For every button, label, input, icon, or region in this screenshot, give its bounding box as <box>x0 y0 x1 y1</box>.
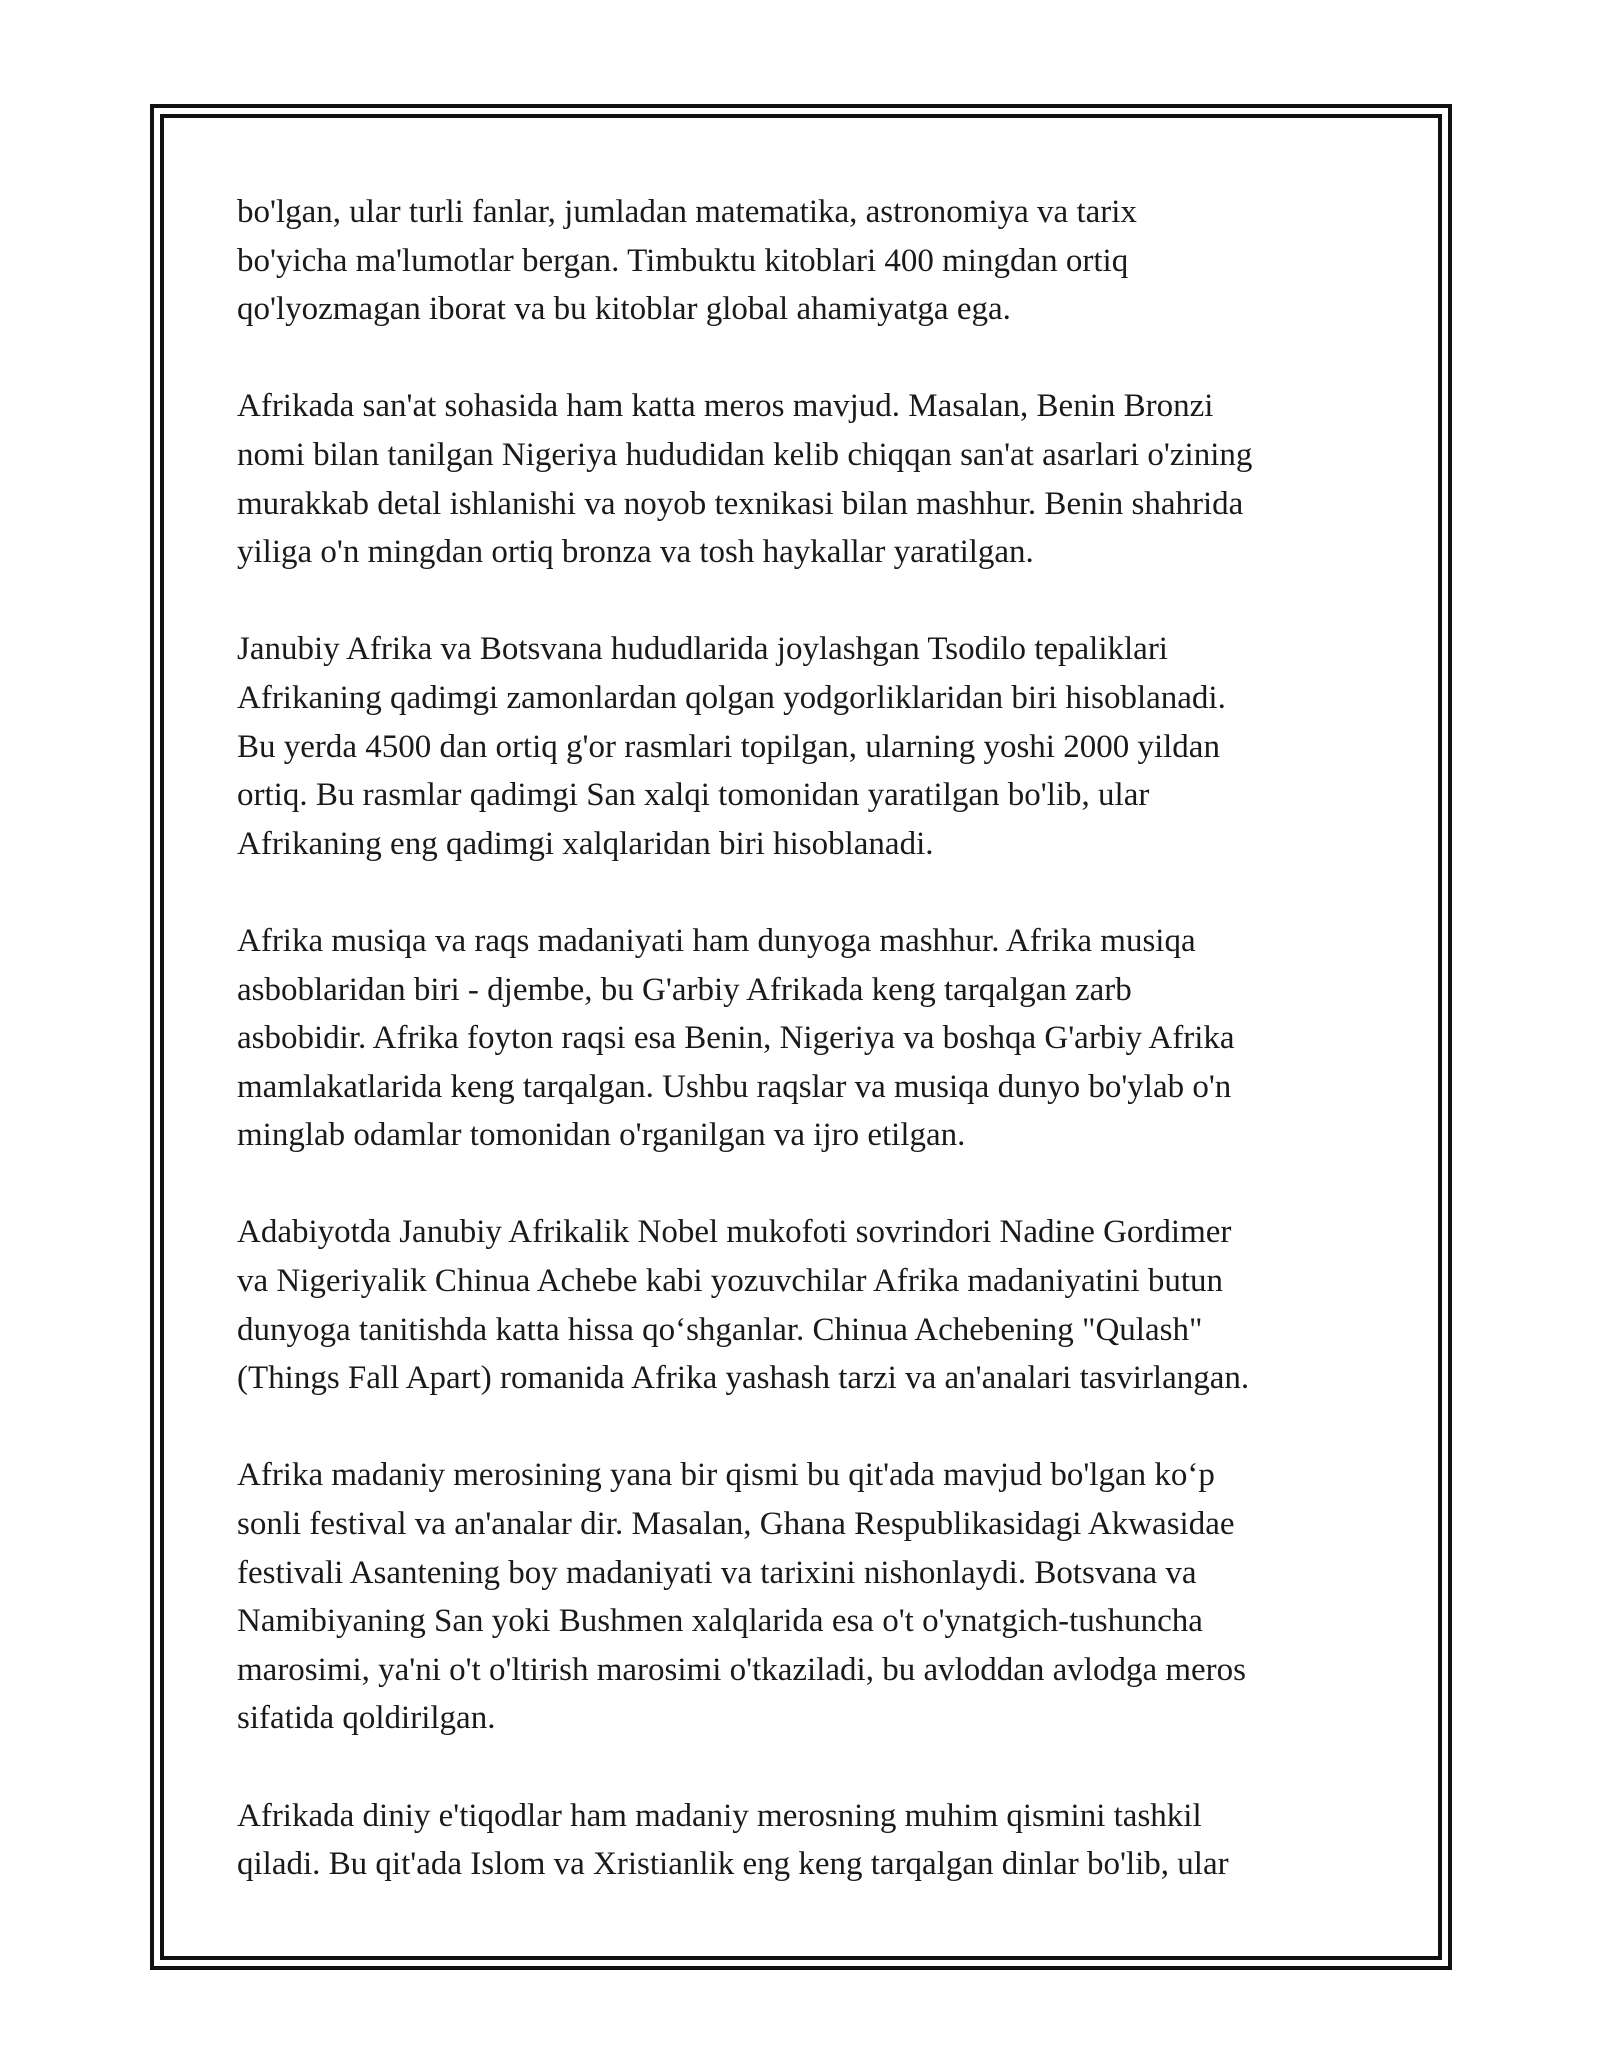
text-line: ortiq. Bu rasmlar qadimgi San xalqi tomonidan yaratilgan bo'lib, ular <box>237 777 1150 814</box>
text-line: Namibiyaning San yoki Bushmen xalqlarida esa o't o'ynatgich-tushuncha <box>237 1603 1203 1640</box>
text-line: sifatida qoldirilgan. <box>237 1700 496 1737</box>
text-line: Janubiy Afrika va Botsvana hududlarida joylashgan Tsodilo tepaliklari <box>237 631 1168 668</box>
text-line: bo'yicha ma'lumotlar bergan. Timbuktu kitoblari 400 mingdan ortiq <box>237 242 1129 279</box>
text-line: asbobidir. Afrika foyton raqsi esa Benin, Nigeriya va boshqa G'arbiy Afrika <box>237 1020 1235 1057</box>
text-line: mamlakatlarida keng tarqalgan. Ushbu raqslar va musiqa dunyo bo'ylab o'n <box>237 1068 1232 1105</box>
paragraph-2 <box>237 382 1387 576</box>
text-line: minglab odamlar tomonidan o'rganilgan va ijro etilgan. <box>237 1117 966 1154</box>
text-line: yiliga o'n mingdan ortiq bronza va tosh haykallar yaratilgan. <box>237 534 1034 571</box>
text-line: Afrikada diniy e'tiqodlar ham madaniy merosning muhim qismini tashkil <box>237 1797 1202 1834</box>
text-line: Adabiyotda Janubiy Afrikalik Nobel mukofoti sovrindori Nadine Gordimer <box>237 1214 1232 1251</box>
text-line: qo'lyozmagan iborat va bu kitoblar global ahamiyatga ega. <box>237 291 1011 328</box>
text-line: qiladi. Bu qit'ada Islom va Xristianlik eng keng tarqalgan dinlar bo'lib, ular <box>237 1846 1229 1883</box>
text-line: bo'lgan, ular turli fanlar, jumladan matematika, astronomiya va tarix <box>237 194 1137 230</box>
text-line: Afrikaning qadimgi zamonlardan qolgan yodgorliklaridan biri hisoblanadi. <box>237 679 1226 716</box>
text-line: Afrika musiqa va raqs madaniyati ham dunyoga mashhur. Afrika musiqa <box>237 922 1196 959</box>
text-line: marosimi, ya'ni o't o'ltirish marosimi o'tkaziladi, bu avloddan avlodga meros <box>237 1651 1247 1688</box>
paragraph-5 <box>237 1208 1387 1402</box>
text-line: nomi bilan tanilgan Nigeriya hududidan kelib chiqqan san'at asarlari o'zining <box>237 436 1253 473</box>
text-line: Afrikaning eng qadimgi xalqlaridan biri hisoblanadi. <box>237 825 934 862</box>
paragraph-3 <box>237 625 1387 868</box>
paragraph-6 <box>237 1451 1387 1743</box>
text-line: dunyoga tanitishda katta hissa qo‘shganlar. Chinua Achebening "Qulash" <box>237 1311 1203 1348</box>
text-line: Afrika madaniy merosining yana bir qismi bu qit'ada mavjud bo'lgan ko‘p <box>237 1457 1215 1494</box>
text-line: sonli festival va an'analar dir. Masalan, Ghana Respublikasidagi Akwasidae <box>237 1506 1235 1543</box>
text-line: murakkab detal ishlanishi va noyob texnikasi bilan mashhur. Benin shahrida <box>237 485 1244 522</box>
paragraph-1 <box>237 188 1387 334</box>
document-body <box>237 188 1387 1889</box>
text-line: asboblaridan biri - djembe, bu G'arbiy Afrikada keng tarqalgan zarb <box>237 971 1132 1008</box>
paragraph-4 <box>237 917 1387 1160</box>
text-line: Bu yerda 4500 dan ortiq g'or rasmlari topilgan, ularning yoshi 2000 yildan <box>237 728 1220 765</box>
text-line: Afrikada san'at sohasida ham katta meros mavjud. Masalan, Benin Bronzi <box>237 388 1214 425</box>
text-line: (Things Fall Apart) romanida Afrika yashash tarzi va an'analari tasvirlangan. <box>237 1360 1250 1397</box>
text-line: festivali Asantening boy madaniyati va tarixini nishonlaydi. Botsvana va <box>237 1554 1197 1591</box>
text-line: va Nigeriyalik Chinua Achebe kabi yozuvchilar Afrika madaniyatini butun <box>237 1263 1224 1300</box>
paragraph-7 <box>237 1792 1387 1889</box>
